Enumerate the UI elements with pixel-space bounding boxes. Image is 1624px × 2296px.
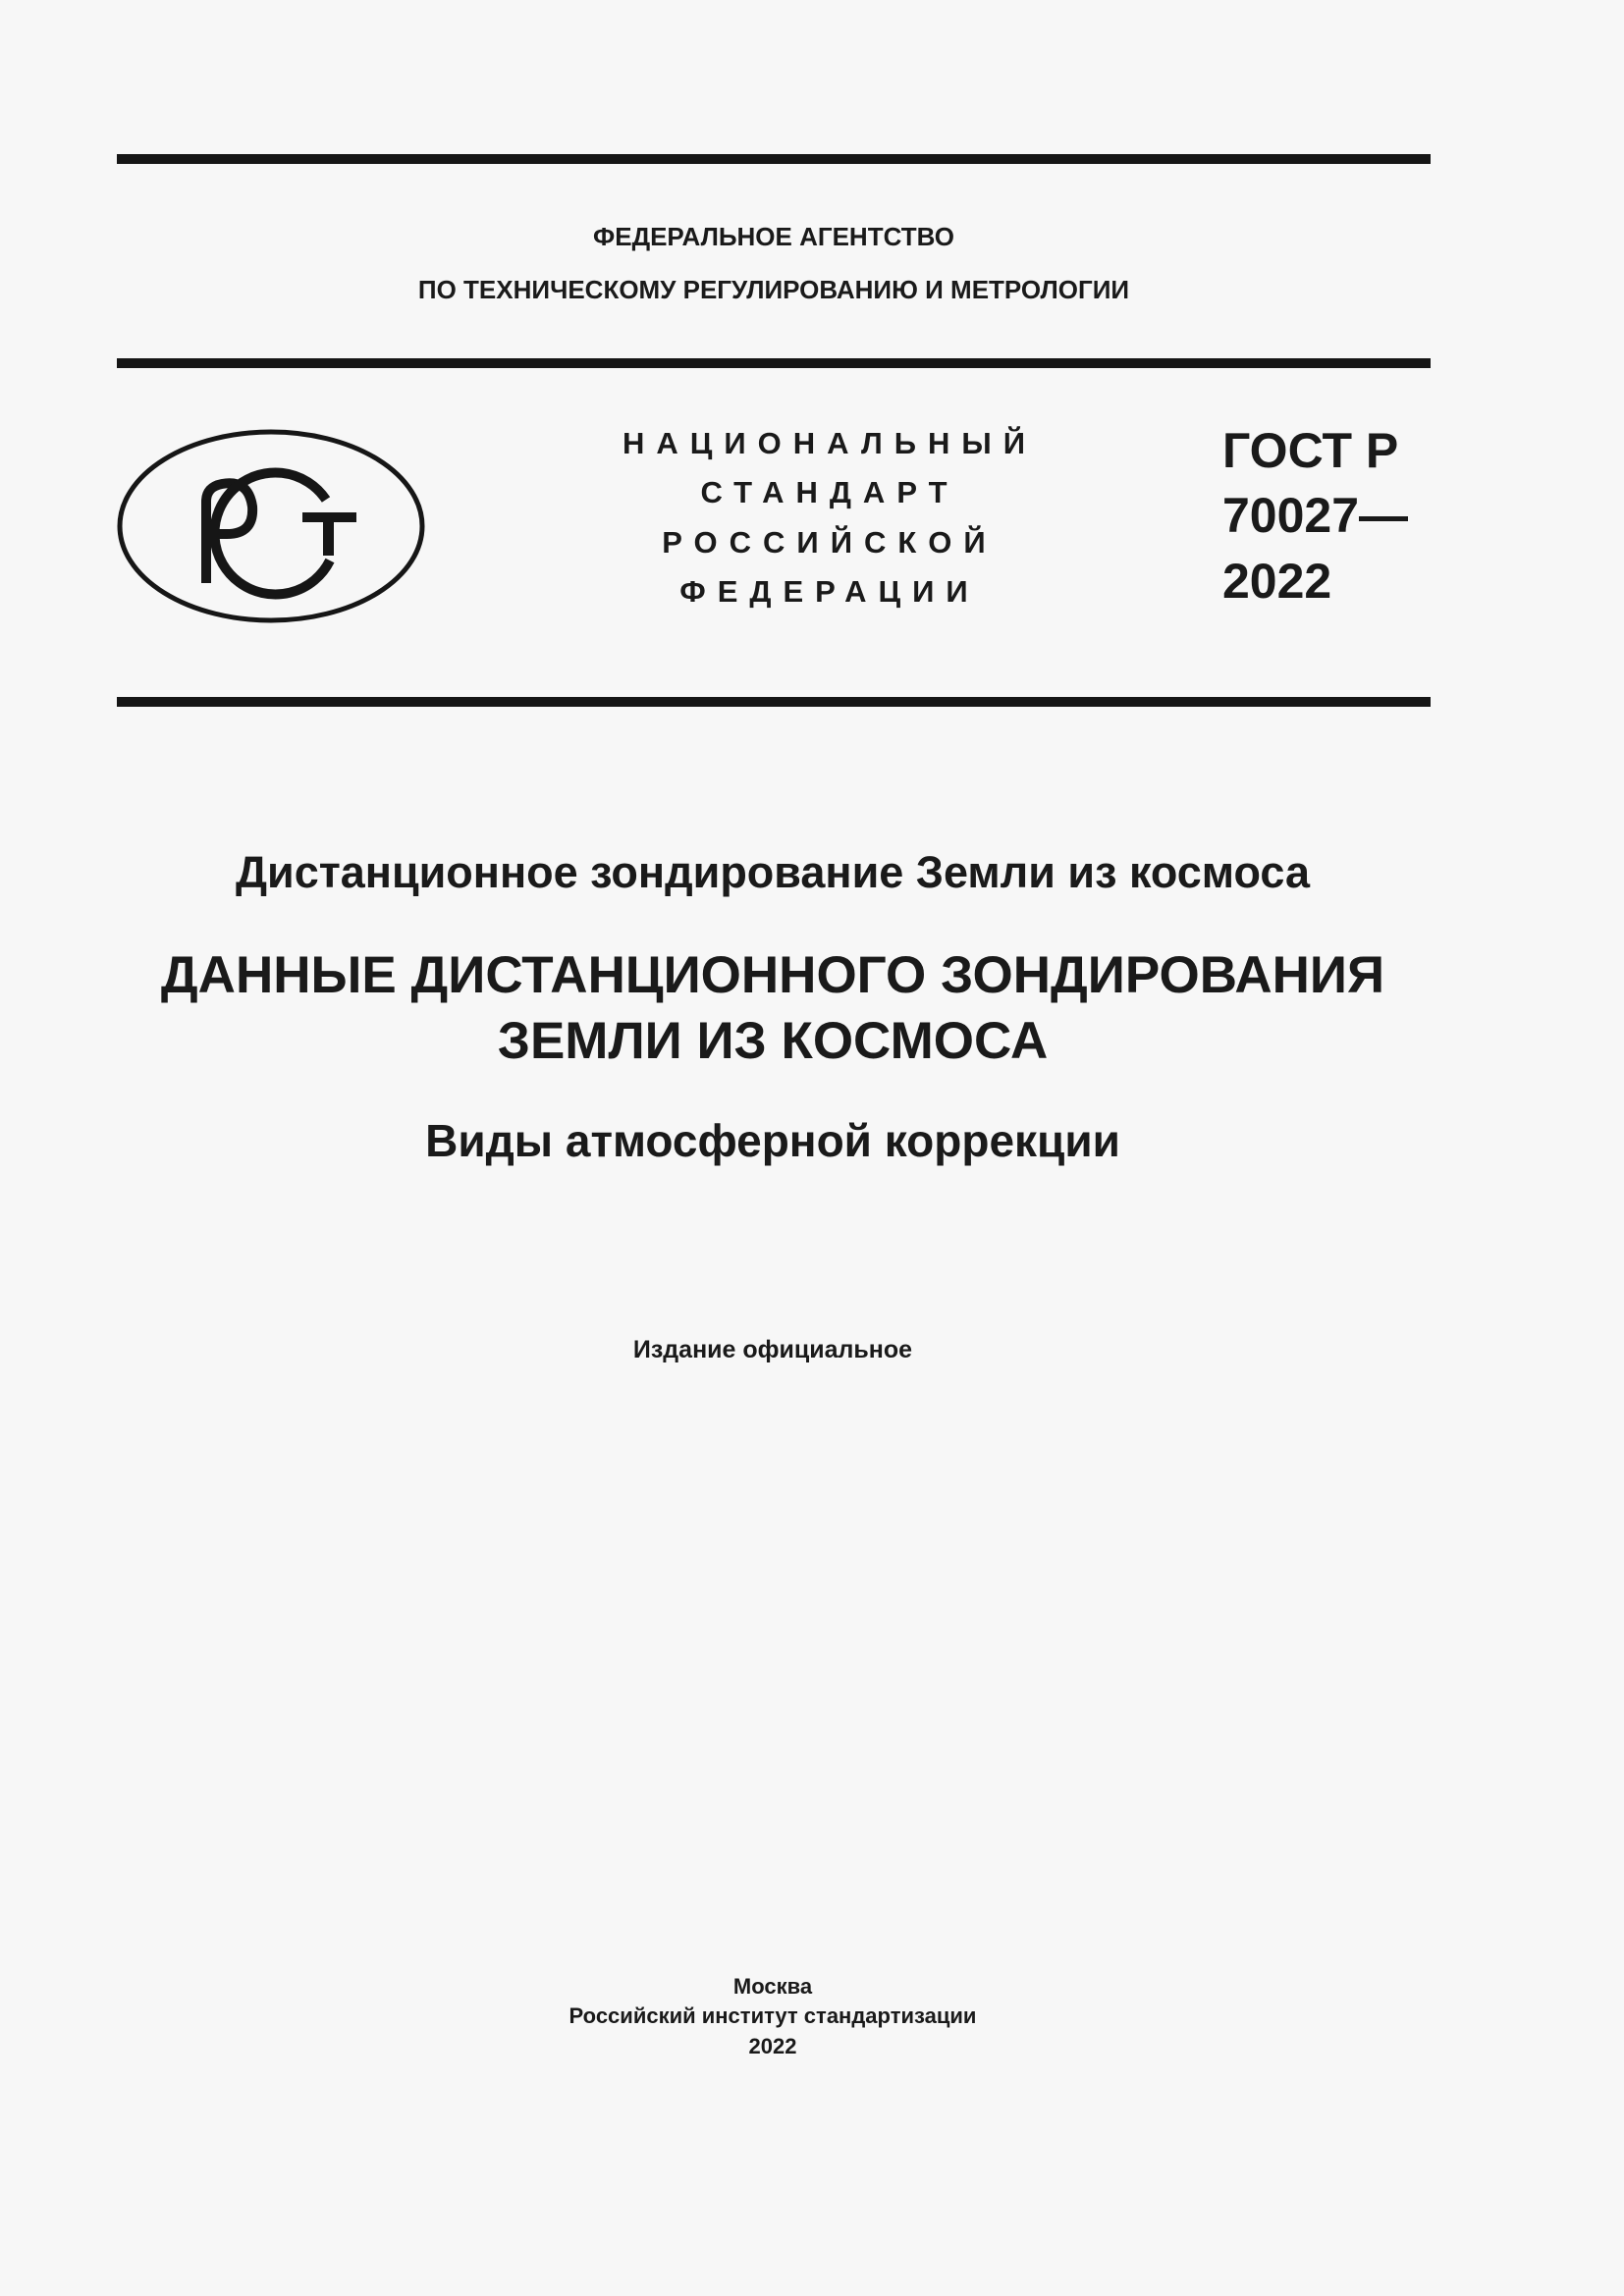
designation-line2: 70027— (1222, 488, 1409, 543)
designation-line1: ГОСТ Р (1222, 423, 1399, 478)
subject-heading: Дистанционное зондирование Земли из космоса (235, 847, 1311, 897)
main-title-line1: ДАННЫЕ ДИСТАНЦИОННОГО ЗОНДИРОВАНИЯ (160, 946, 1385, 1004)
agency-name-line1: ФЕДЕРАЛЬНОЕ АГЕНТСТВО (593, 222, 954, 251)
publication-year: 2022 (748, 2034, 797, 2058)
standard-type-line3: РОССИЙСКОЙ (662, 525, 998, 560)
header-bottom-rule (117, 697, 1431, 707)
document-subtitle: Виды атмосферной коррекции (425, 1115, 1120, 1166)
agency-name-line2: ПО ТЕХНИЧЕСКОМУ РЕГУЛИРОВАНИЮ И МЕТРОЛОГИИ (417, 275, 1130, 304)
standard-type-line1: НАЦИОНАЛЬНЫЙ (622, 426, 1038, 460)
standard-type-line4: ФЕДЕРАЦИИ (679, 574, 980, 609)
publisher-institute: Российский институт стандартизации (568, 2003, 977, 2028)
rst-logo-icon (116, 428, 426, 624)
top-rule (117, 154, 1431, 164)
standard-type-line2: СТАНДАРТ (700, 475, 959, 509)
publisher-city: Москва (732, 1974, 813, 1999)
designation-line3: 2022 (1222, 554, 1332, 609)
header-divider-rule (117, 358, 1431, 368)
main-title-line2: ЗЕМЛИ ИЗ КОСМОСА (497, 1012, 1049, 1070)
edition-label: Издание официальное (632, 1336, 913, 1363)
